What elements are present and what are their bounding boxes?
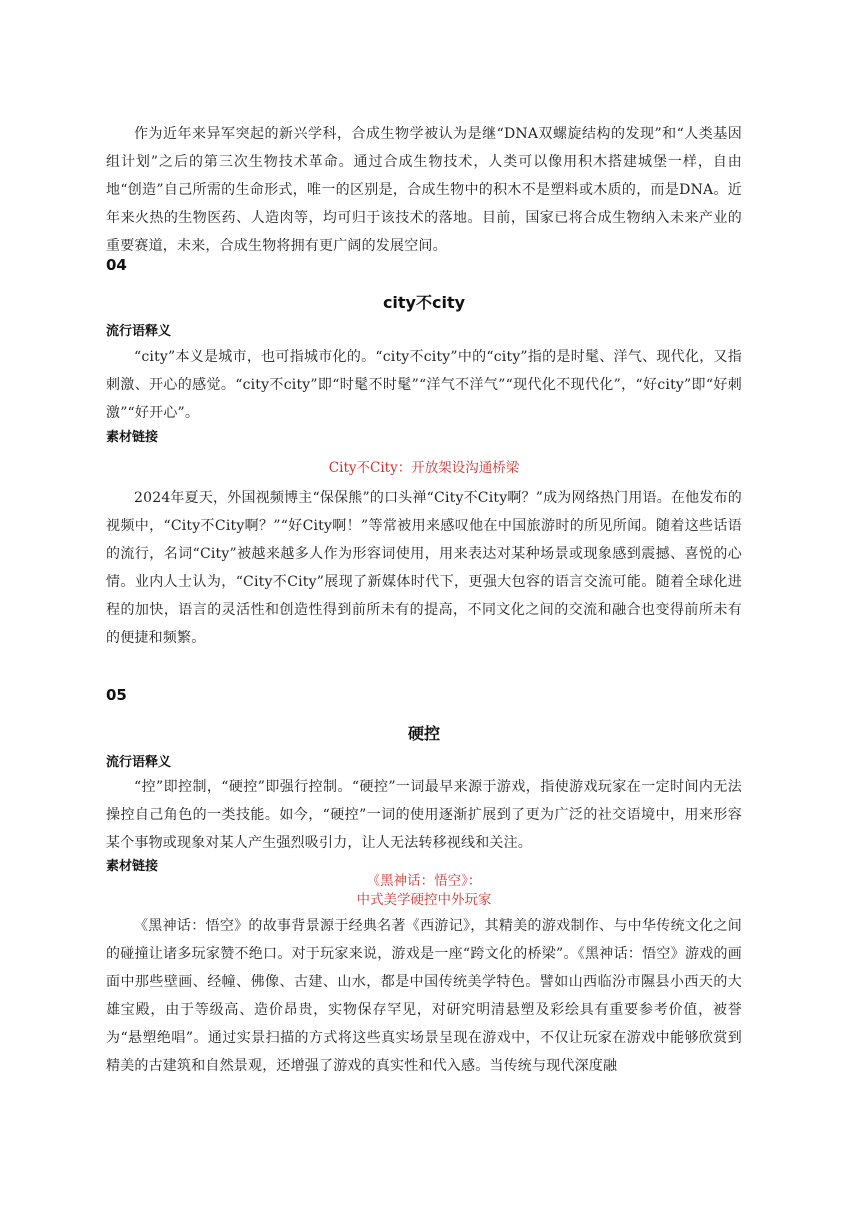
definition-label-05: 流行语释义 [106, 755, 172, 770]
material-paragraph-04: 2024年夏天，外国视频博主“保保熊”的口头禅“City不City啊？”成为网络热门用语。在他发布的视频中，“City不City啊？”“好City啊！”等常被用来感叹他在中国旅游时的所见所闻。随着这些话语的流行，名词“City”被越来越多人作为形容词使用，用来表达对某种场景或现象感到震撼、喜悦的心情。业内人士认为，“City不City”展现了新媒体时代下，更强大包容的语言交流可能。随着全球化进程的加快，语言的灵活性和创造性得到前所未有的提高，不同文化之间的交流和融合也变得前所未有的便捷和频繁。 [106, 490, 742, 646]
material-paragraph-05: 《黑神话：悟空》的故事背景源于经典名著《西游记》，其精美的游戏制作、与中华传统文化之间的碰撞让诸多玩家赞不绝口。对于玩家来说，游戏是一座“跨文化的桥梁”。《黑神话：悟空》游戏的画面中那些壁画、经幢、佛像、古建、山水，都是中国传统美学特色。譬如山西临汾市隰县小西天的大雄宝殿，由于等级高、造价昂贵，实物保存罕见，对研究明清悬塑及彩绘具有重要参考价值，被誉为“悬塑绝唱”。通过实景扫描的方式将这些真实场景呈现在游戏中，不仅让玩家在游戏中能够欣赏到精美的古建筑和自然景观，还增强了游戏的真实性和代入感。当传统与现代深度融 [106, 918, 742, 1074]
definition-paragraph-04: “city”本义是城市，也可指城市化的。“city不city”中的“city”指的是时髦、洋气、现代化，又指刺激、开心的感觉。“city不city”即“时髦不时髦”“洋气不洋气”“现代化不现代化”，“好city”即“好刺激”“好开心”。 [106, 349, 742, 421]
section-number-04: 04 [106, 256, 127, 274]
section-number-05: 05 [106, 686, 127, 704]
material-label-04: 素材链接 [106, 430, 159, 445]
material-title-05 [106, 872, 742, 910]
material-title-05-line2: 中式美学硬控中外玩家 [356, 892, 492, 908]
section-title-yingkong: 硬控 [407, 724, 440, 743]
definition-paragraph-05: “控”即控制，“硬控”即强行控制。“硬控”一词最早来源于游戏，指使游戏玩家在一定时间内无法操控自己角色的一类技能。如今，“硬控”一词的使用逐渐扩展到了更为广泛的社交语境中，用来形容某个事物或现象对某人产生强烈吸引力，让人无法转移视线和关注。 [106, 779, 742, 851]
material-title-05-line1: 《黑神话：悟空》： [366, 873, 482, 889]
intro-paragraph: 作为近年来异军突起的新兴学科，合成生物学被认为是继“DNA双螺旋结构的发现”和“人类基因组计划”之后的第三次生物技术革命。通过合成生物技术，人类可以像用积木搭建城堡一样，自由地“创造”自己所需的生命形式，唯一的区别是，合成生物中的积木不是塑料或木质的，而是DNA。近年来火热的生物医药、人造肉等，均可归于该技术的落地。目前，国家已将合成生物纳入未来产业的重要赛道，未来，合成生物将拥有更广阔的发展空间。 [106, 126, 742, 254]
definition-label-04: 流行语释义 [106, 324, 172, 339]
section-title-city: city不city [382, 293, 466, 312]
material-label-05: 素材链接 [106, 859, 159, 874]
material-title-04: City不City：开放架设沟通桥梁 [328, 460, 520, 476]
